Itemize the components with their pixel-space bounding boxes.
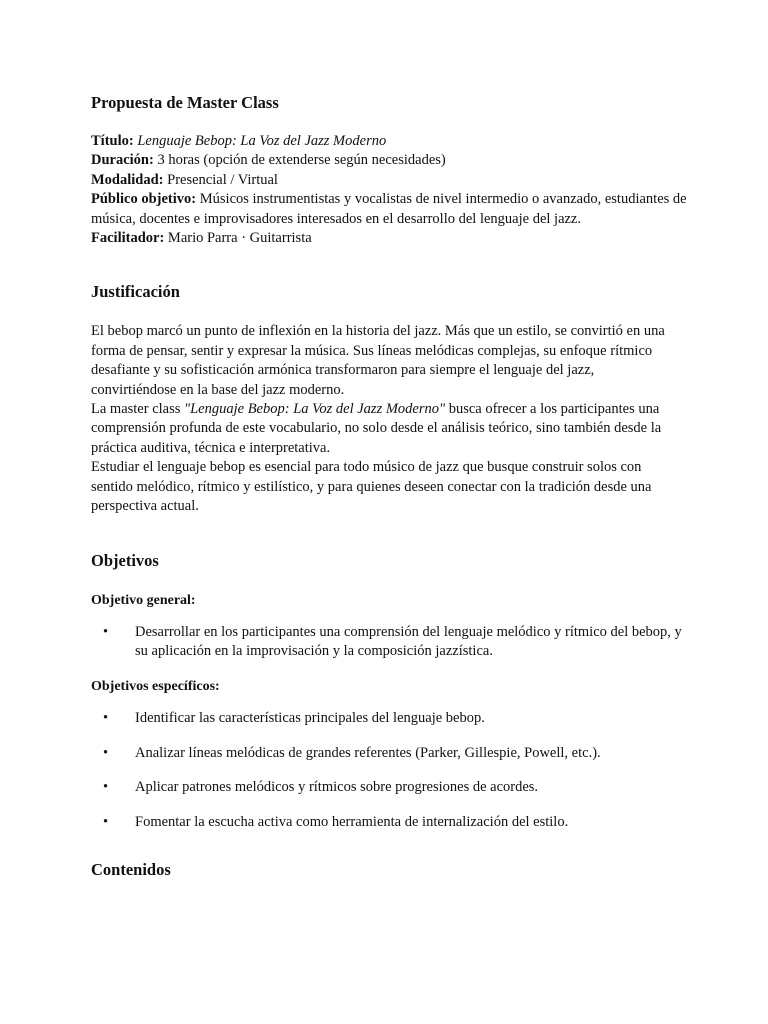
bullet-icon: • [103, 623, 109, 640]
contenidos-heading: Contenidos [91, 859, 171, 879]
paragraph-2-italic-title: "Lenguaje Bebop: La Voz del Jazz Moderno" [184, 401, 446, 418]
bullet-icon: • [103, 744, 109, 761]
objetivo-general-list [91, 623, 688, 662]
objetivo-general-heading: Objetivo general: [91, 592, 196, 608]
meta-publico-label: Público objetivo: [91, 191, 197, 208]
paragraph-2-suffix: busca ofrecer a los participantes una comprensión profunda de este vocabulario, no solo desde el análisis teórico, sino también desde la práctica auditiva, técnica e interpretativa. [91, 401, 662, 456]
meta-duracion-label: Duración: [91, 152, 154, 169]
list-item [91, 709, 688, 728]
meta-duracion [91, 151, 688, 170]
meta-duracion-value: 3 horas (opción de extenderse según necesidades) [157, 152, 446, 169]
list-item [91, 778, 688, 797]
meta-facilitador [91, 229, 688, 248]
objetivos-especificos-heading: Objetivos específicos: [91, 678, 220, 694]
list-item-text: Identificar las características principales del lenguaje bebop. [135, 709, 485, 726]
bullet-icon: • [103, 814, 109, 831]
meta-facilitador-label: Facilitador: [91, 230, 165, 247]
meta-facilitador-value: Mario Parra · Guitarrista [167, 230, 312, 247]
meta-modalidad-label: Modalidad: [91, 171, 164, 188]
metadata-block [91, 132, 688, 248]
list-item [91, 744, 688, 763]
meta-modalidad-value: Presencial / Virtual [167, 171, 278, 188]
list-item [91, 813, 688, 832]
document-title: Propuesta de Master Class [91, 93, 279, 112]
bullet-icon: • [103, 779, 109, 796]
meta-titulo [91, 132, 688, 151]
meta-publico-value: Músicos instrumentistas y vocalistas de nivel intermedio o avanzado, estudiantes de música, docentes e improvisadores interesados en el desarrollo del lenguaje del jazz. [91, 191, 687, 227]
list-item-text: Aplicar patrones melódicos y rítmicos sobre progresiones de acordes. [135, 779, 539, 796]
objetivos-especificos-list [91, 709, 688, 833]
justificacion-paragraph-1: El bebop marcó un punto de inflexión en la historia del jazz. Más que un estilo, se convirtió en una forma de pensar, sentir y expresar la música. Sus líneas melódicas complejas, su enfoque rítmico desafiante y su sofisticación armónica transformaron para siempre el lenguaje del jazz, convirtiéndose en la base del jazz moderno. [91, 323, 665, 398]
list-item-text: Desarrollar en los participantes una comprensión del lenguaje melódico y rítmico del bebop, y su aplicación en la improvisación y la composición jazzística. [135, 623, 682, 659]
justificacion-paragraph-3: Estudiar el lenguaje bebop es esencial para todo músico de jazz que busque construir solos con sentido melódico, rítmico y estilístico, y para quienes deseen conectar con la tradición desde una perspectiva actual. [91, 459, 652, 515]
objetivos-heading: Objetivos [91, 550, 159, 570]
list-item-text: Analizar líneas melódicas de grandes referentes (Parker, Gillespie, Powell, etc.). [135, 744, 601, 761]
list-item-text: Fomentar la escucha activa como herramienta de internalización del estilo. [135, 814, 569, 831]
justificacion-heading: Justificación [91, 282, 180, 302]
meta-modalidad [91, 171, 688, 190]
meta-publico [91, 190, 688, 229]
justificacion-paragraph-2 [91, 400, 688, 458]
list-item [91, 623, 688, 662]
meta-titulo-label: Título: [91, 133, 134, 149]
meta-titulo-value: Lenguaje Bebop: La Voz del Jazz Moderno [137, 133, 387, 149]
paragraph-2-prefix: La master class [91, 401, 185, 418]
bullet-icon: • [103, 709, 109, 726]
justificacion-body [91, 322, 688, 516]
